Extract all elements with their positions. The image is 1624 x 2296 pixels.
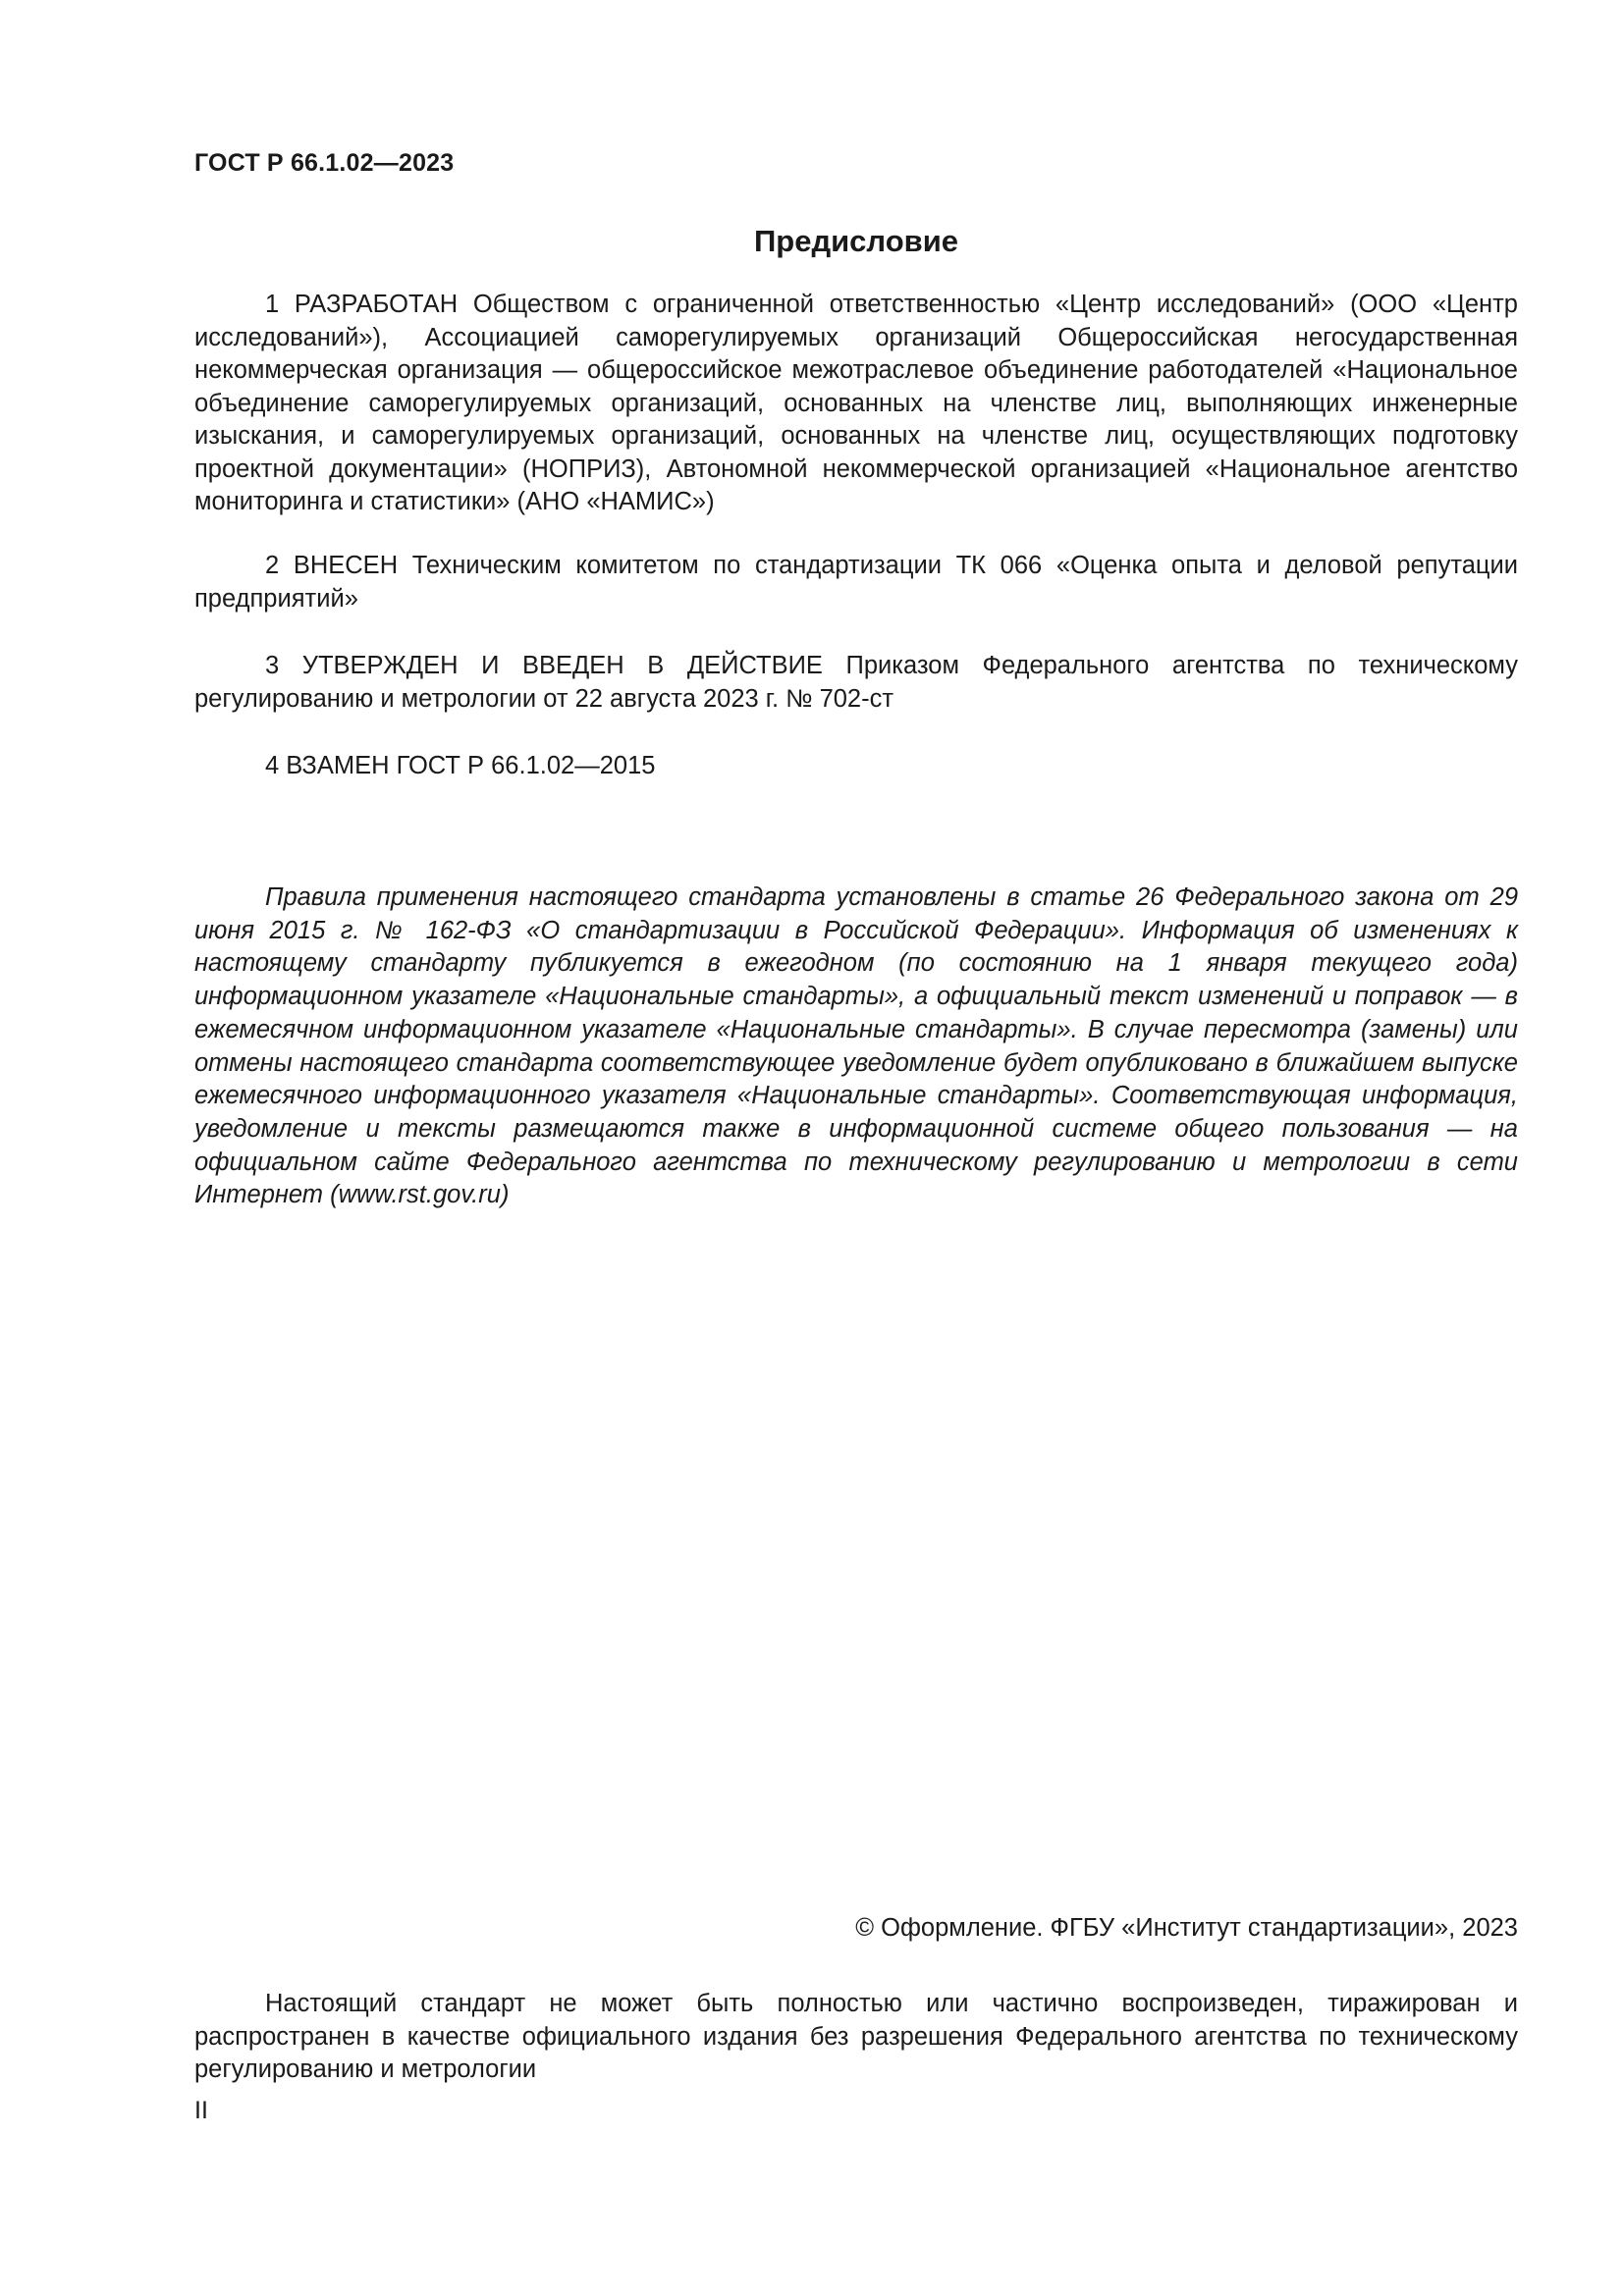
preface-item-developed: 1 РАЗРАБОТАН Обществом с ограниченной ответственностью «Центр исследований» (ООО «Центр исследований»), Ассоциацией саморегулируемых организаций Общероссийская негосударственная некоммерческая организация — общероссийское межотраслевое объединение работодателей «Национальное объединение саморегулируемых организаций, основанных на членстве лиц, выполняющих инженерные изыскания, и саморегулируемых организаций, основанных на членстве лиц, осуществляющих подготовку проектной документации» (НОПРИЗ), Автономной некоммерческой организацией «Национальное агентство мониторинга и статистики» (АНО «НАМИС») xyxy=(194,291,1518,515)
section-title: Предисловие xyxy=(753,224,958,258)
page-number: II xyxy=(194,2097,208,2124)
application-rules-notice: Правила применения настоящего стандарта установлены в статье 26 Федерального закона от 29 июня 2015 г. № 162-ФЗ «О стандартизации в Российской Федерации». Информация об изменениях к настоящему стандарту публикуется в ежегодном (по состоянию на 1 января текущего года) информационном указателе «Национальные стандарты», а официальный текст изменений и поправок — в ежемесячном информационном указателе «Национальные стандарты». В случае пересмотра (замены) или отмены настоящего стандарта соответствующее уведомление будет опубликовано в ближайшем выпуске ежемесячного информационного указателя «Национальные стандарты». Соответствующая информация, уведомление и тексты размещаются также в информационной системе общего пользования — на официальном сайте Федерального агентства по техническому регулированию и метрологии в сети Интернет (www.rst.gov.ru) xyxy=(194,883,1518,1209)
reproduction-restriction: Настоящий стандарт не может быть полностью или частично воспроизведен, тиражирован и распространен в качестве официального издания без разрешения Федерального агентства по техническому регулированию и метрологии xyxy=(194,1990,1518,2083)
preface-item-approved: 3 УТВЕРЖДЕН И ВВЕДЕН В ДЕЙСТВИЕ Приказом Федерального агентства по техническому регулированию и метрологии от 22 августа 2023 г. № 702-ст xyxy=(194,652,1518,713)
copyright-line: © Оформление. ФГБУ «Институт стандартизации», 2023 xyxy=(855,1914,1518,1942)
preface-item-replaces: 4 ВЗАМЕН ГОСТ Р 66.1.02—2015 xyxy=(265,752,656,779)
document-code: ГОСТ Р 66.1.02—2023 xyxy=(194,149,455,177)
preface-item-introduced: 2 ВНЕСЕН Техническим комитетом по стандартизации ТК 066 «Оценка опыта и деловой репутации предприятий» xyxy=(194,552,1518,613)
